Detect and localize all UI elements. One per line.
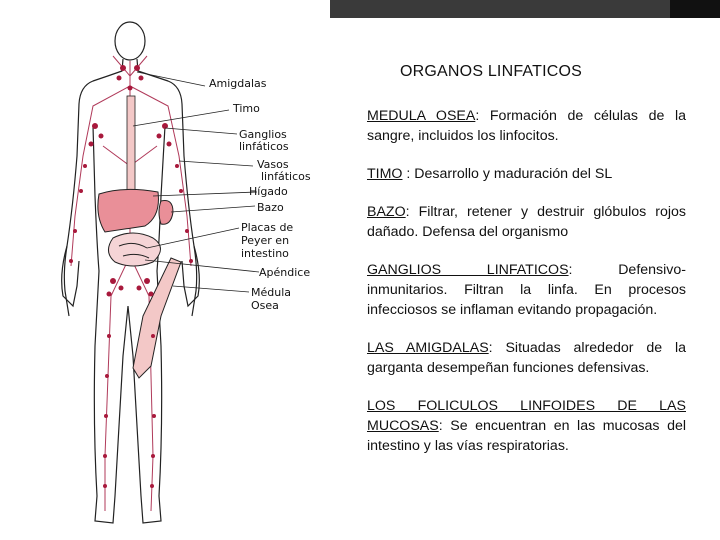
label-amigdalas: Amigdalas: [209, 77, 267, 90]
desc-amigdalas: : Situadas alrededor de la garganta desempeñan funciones defensivas.: [367, 340, 686, 376]
paragraph-foliculos: [367, 396, 686, 456]
label-placas-3: intestino: [241, 247, 289, 260]
paragraph-timo: [367, 164, 686, 184]
label-higado: Hígado: [249, 185, 288, 198]
label-medula-1: Médula: [251, 286, 292, 299]
label-placas-1: Placas de: [241, 221, 294, 234]
label-bazo: Bazo: [257, 201, 284, 214]
label-ganglios-1: Ganglios: [239, 128, 287, 141]
liver: [98, 189, 159, 232]
term-foliculos: LOS FOLICULOS LINFOIDES DE LAS MUCOSAS: [367, 398, 686, 434]
desc-bazo: : Filtrar, retener y destruir glóbulos rojos dañado. Defensa del organismo: [367, 204, 686, 240]
slide-title: ORGANOS LINFATICOS: [400, 63, 582, 80]
desc-ganglios: : Defensivo- inmunitarios. Filtran la linfa. En procesos infecciosos se inflaman evitando propagación.: [367, 262, 687, 318]
lymphatic-system-diagram: [33, 16, 333, 536]
label-vasos-1: Vasos: [257, 158, 289, 171]
term-ganglios: GANGLIOS LINFATICOS: [367, 262, 569, 278]
paragraph-amigdalas: [367, 338, 686, 378]
term-bazo: BAZO: [367, 204, 406, 220]
paragraph-medula: [367, 106, 686, 146]
label-ganglios-2: linfáticos: [239, 140, 289, 153]
desc-timo: : Desarrollo y maduración del SL: [402, 166, 613, 182]
label-timo: Timo: [233, 102, 260, 115]
diagram-labels: [209, 77, 311, 312]
spleen: [159, 200, 173, 224]
organ-descriptions: [367, 106, 686, 474]
label-medula-2: Osea: [251, 299, 279, 312]
term-amigdalas: LAS AMIGDALAS: [367, 340, 489, 356]
term-timo: TIMO: [367, 166, 403, 182]
label-placas-2: Peyer en: [241, 234, 290, 247]
label-apendice: Apéndice: [259, 266, 311, 279]
paragraph-ganglios: [367, 260, 686, 320]
desc-foliculos: : Se encuentran en las mucosas del intestino y las vías respiratorias.: [367, 418, 686, 454]
desc-medula: : Formación de células de la sangre, incluidos los linfocitos.: [367, 108, 686, 144]
label-vasos-2: linfáticos: [261, 170, 311, 183]
term-medula: MEDULA OSEA: [367, 108, 476, 124]
paragraph-bazo: [367, 202, 686, 242]
